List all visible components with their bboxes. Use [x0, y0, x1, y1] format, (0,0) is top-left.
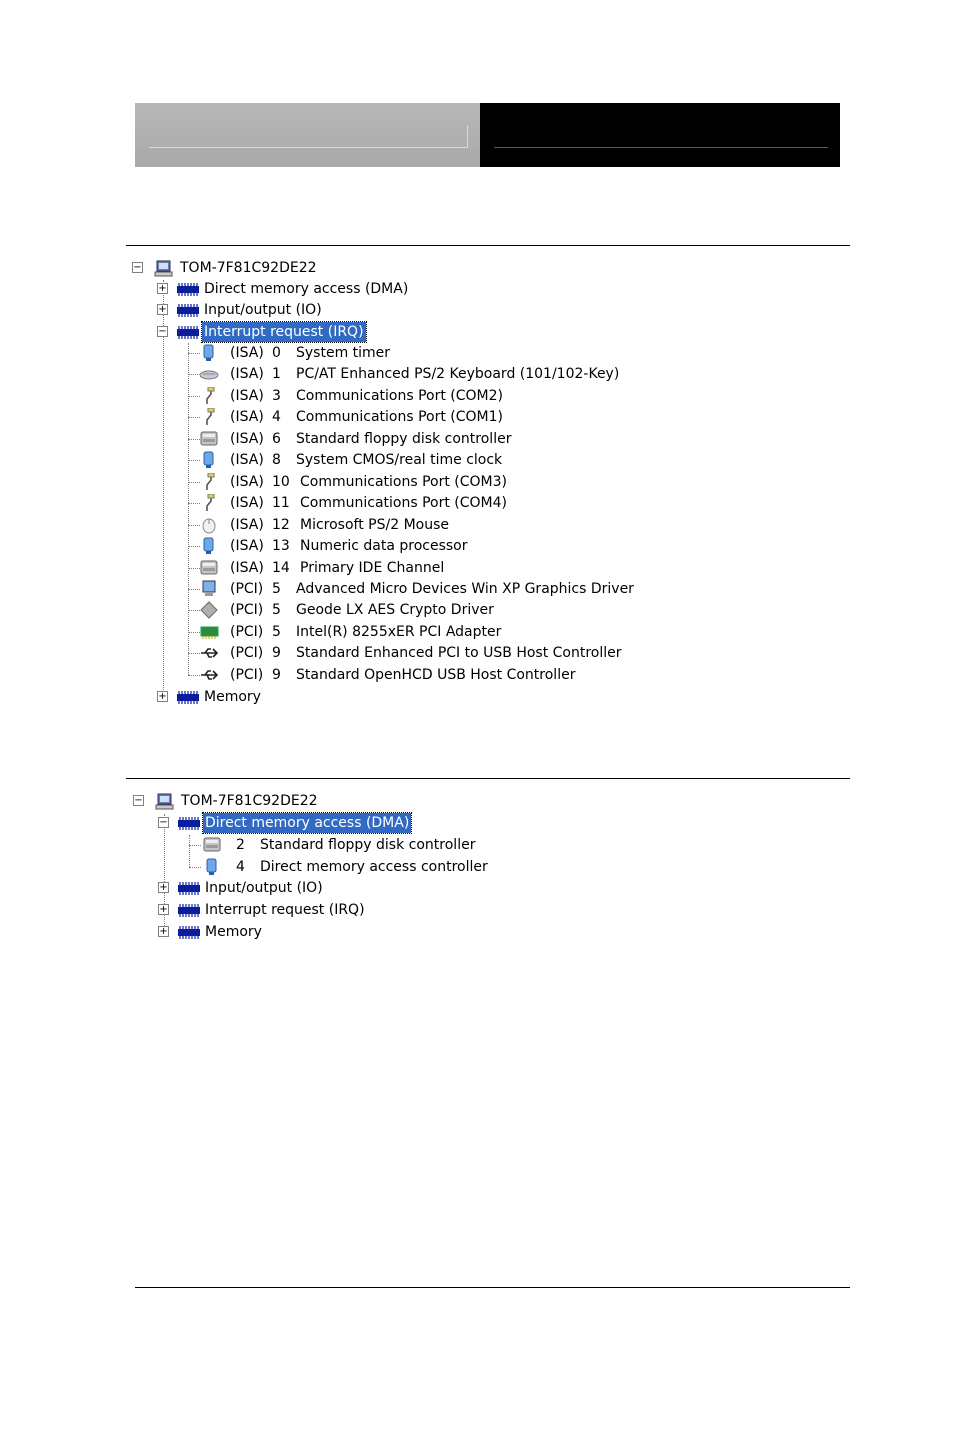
floppy-icon [203, 836, 223, 860]
item-number: 5 [272, 602, 281, 619]
tree-line [189, 845, 201, 846]
expand-toggle[interactable]: + [159, 904, 168, 915]
item-number: 11 [272, 495, 290, 512]
item-number: 5 [272, 623, 281, 640]
expand-toggle[interactable]: + [158, 283, 167, 294]
item-number: 0 [272, 345, 281, 361]
item-bus: (ISA) [230, 559, 264, 576]
item-number: 14 [272, 559, 290, 576]
category-label-selected: Interrupt request (IRQ) [204, 324, 364, 340]
item-name: Microsoft PS/2 Mouse [300, 516, 449, 533]
expand-toggle[interactable]: + [159, 926, 168, 937]
category-label: Input/output (IO) [204, 302, 322, 318]
item-bus: (ISA) [230, 387, 264, 404]
item-name: Geode LX AES Crypto Driver [296, 602, 494, 619]
item-bus: (PCI) [230, 580, 264, 597]
item-number: 4 [236, 858, 245, 875]
item-name: PC/AT Enhanced PS/2 Keyboard (101/102-Key) [296, 366, 620, 383]
computer-icon [155, 793, 175, 810]
item-name: Standard floppy disk controller [296, 430, 512, 447]
expand-toggle[interactable]: + [158, 304, 167, 315]
memory-chip-icon [178, 882, 200, 895]
item-name: System timer [296, 345, 391, 361]
item-name: Standard OpenHCD USB Host Controller [296, 666, 576, 683]
item-bus: (ISA) [230, 430, 264, 447]
item-number: 9 [272, 666, 281, 683]
item-bus: (PCI) [230, 645, 264, 662]
item-bus: (ISA) [230, 516, 264, 533]
item-name: Communications Port (COM2) [296, 387, 503, 404]
collapse-toggle[interactable]: − [133, 262, 142, 273]
tree-root-label: TOM-7F81C92DE22 [181, 793, 318, 809]
item-number: 12 [272, 516, 290, 533]
item-bus: (PCI) [230, 666, 264, 683]
item-name: System CMOS/real time clock [296, 452, 503, 469]
item-name: Communications Port (COM4) [300, 495, 507, 512]
item-name: Advanced Micro Devices Win XP Graphics Driver [296, 580, 634, 597]
item-name: Standard Enhanced PCI to USB Host Controller [296, 645, 622, 662]
item-name: Communications Port (COM1) [296, 409, 503, 426]
category-label: Interrupt request (IRQ) [205, 902, 365, 918]
collapse-toggle[interactable]: − [159, 817, 168, 828]
collapse-toggle[interactable]: − [158, 326, 167, 337]
expand-toggle[interactable]: + [159, 882, 168, 893]
item-name: Primary IDE Channel [300, 559, 445, 576]
item-number: 6 [272, 430, 281, 447]
item-number: 10 [272, 473, 290, 490]
item-number: 2 [236, 837, 245, 853]
category-label: Memory [204, 689, 261, 705]
item-name: Direct memory access controller [260, 858, 488, 875]
item-bus: (ISA) [230, 366, 264, 383]
item-name: Communications Port (COM3) [300, 473, 507, 490]
expand-toggle[interactable]: + [158, 691, 167, 702]
item-name: Intel(R) 8255xER PCI Adapter [296, 623, 502, 640]
item-number: 5 [272, 580, 281, 597]
category-label-selected: Direct memory access (DMA) [205, 815, 410, 831]
tree-line [189, 835, 190, 867]
item-number: 4 [272, 409, 281, 426]
item-bus: (ISA) [230, 538, 264, 555]
item-number: 1 [272, 366, 281, 383]
item-name: Numeric data processor [300, 538, 468, 555]
item-bus: (ISA) [230, 409, 264, 426]
memory-chip-icon [178, 926, 200, 939]
item-bus: (PCI) [230, 602, 264, 619]
item-number: 13 [272, 538, 290, 555]
memory-chip-icon [178, 817, 200, 830]
item-number: 8 [272, 452, 281, 469]
memory-chip-icon [178, 904, 200, 917]
item-bus: (ISA) [230, 495, 264, 512]
tree-root-label: TOM-7F81C92DE22 [180, 260, 317, 276]
tree-line [189, 867, 201, 868]
item-bus: (ISA) [230, 473, 264, 490]
item-bus: (ISA) [230, 345, 264, 361]
item-bus: (ISA) [230, 452, 264, 469]
footer-rule [135, 1287, 850, 1288]
item-bus: (PCI) [230, 623, 264, 640]
item-name: Standard floppy disk controller [260, 837, 476, 853]
collapse-toggle[interactable]: − [134, 795, 143, 806]
category-label: Direct memory access (DMA) [204, 281, 409, 297]
category-label: Memory [205, 924, 262, 940]
item-number: 3 [272, 387, 281, 404]
item-number: 9 [272, 645, 281, 662]
category-label: Input/output (IO) [205, 880, 323, 896]
